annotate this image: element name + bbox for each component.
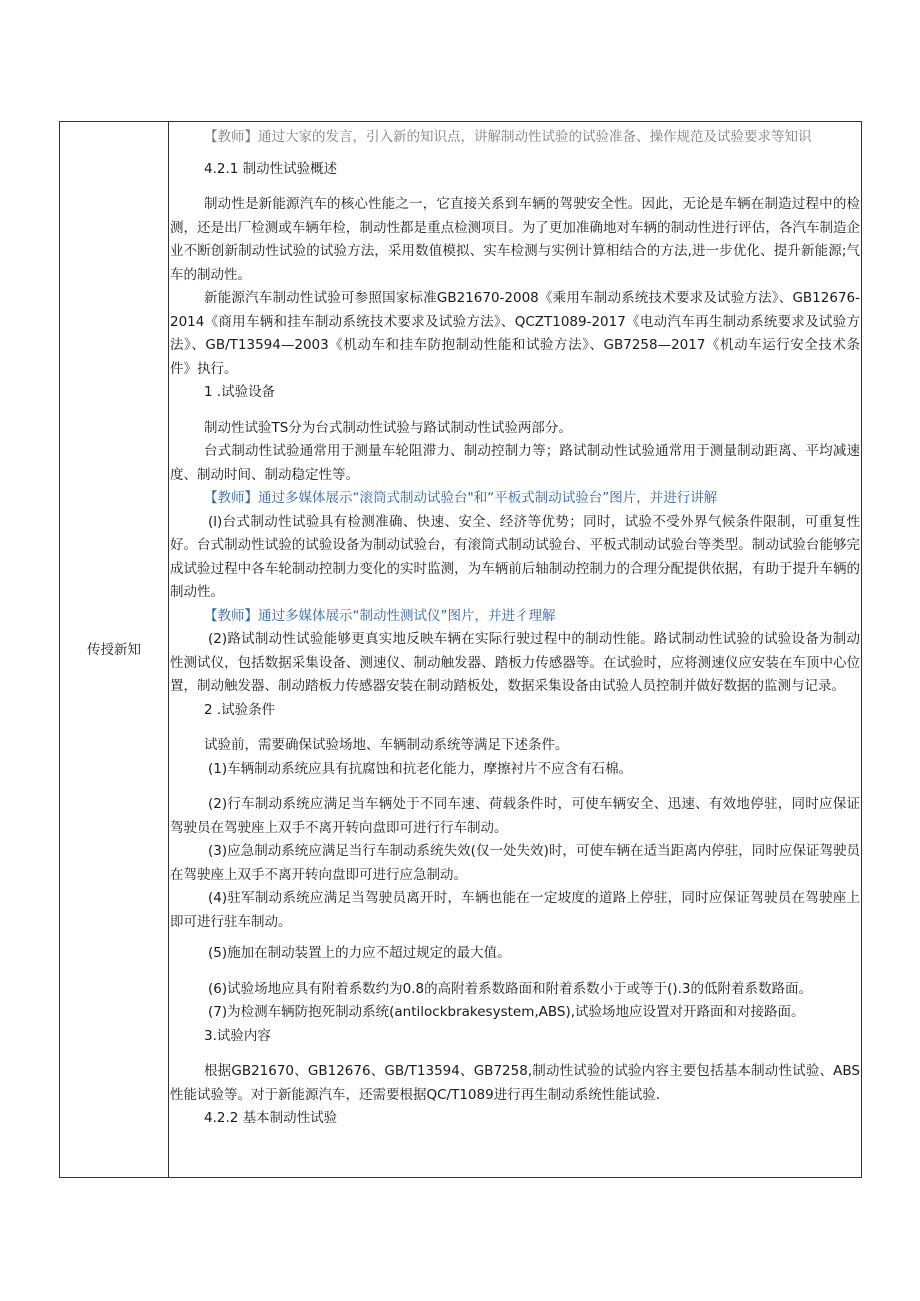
condition-item: (7)为检测车辆防抱死制动系统(antilockbrakesystem,ABS),试验场地应设置对开路面和对接路面。 (208, 1004, 805, 1020)
paragraph: 新能源汽车制动性试验可参照国家标准GB21670-2008《乘用车制动系统技术要求及试验方法》、GB12676-2014《商用车辆和挂车制动系统技术要求及试验方法》、QCZT1089-2017《电动汽车再生制动系统要求及试验方法》、GB/T13594—2003《机动车和挂车防抱制动性能和试验方法》、GB7258—2017《机动车运行安全技术条件》执行。 (170, 290, 860, 377)
section-heading: 3.试验内容 (204, 1027, 271, 1044)
paragraph: (l)台式制动性试验具有检测准确、快速、安全、经济等优势；同时，试验不受外界气候条件限制，可重复性好。台式制动性试验的试验设备为制动试验台，有滚筒式制动试验台、平板式制动试验台等类型。制动试验台能够完成试验过程中各车轮制动控制力变化的实时监测，为车辆前后轴制动控制力的合理分配提供依据，有助于提升车辆的制动性。 (170, 513, 860, 600)
condition-item: (2)行车制动系统应满足当车辆处于不同车速、荷载条件时，可使车辆安全、迅速、有效地停驻，同时应保证驾驶员在驾驶座上双手不离开转向盘即可进行行车制动。 (170, 796, 860, 836)
section-heading: 2 .试验条件 (204, 701, 276, 718)
paragraph: 制动性是新能源汽车的核心性能之一，它直接关系到车辆的驾驶安全性。因此，无论是车辆在制造过程中的检测，还是出厂检测或车辆年检，制动性都是重点检测项目。为了更加准确地对车辆的制动性进行评估，各汽车制造企业不断创新制动性试验的试验方法，采用数值模拟、实车检测与实例计算相结合的方法,进一步优化、提升新能源;气车的制动性。 (170, 196, 860, 283)
paragraph: 制动性试验TS分为台式制动性试验与路试制动性试验两部分。 (204, 419, 572, 436)
teacher-note: 【教师】通过大家的发言，引入新的知识点，讲解制动性试验的试验准备、操作规范及试验要求等知识 (204, 129, 812, 145)
condition-item: (6)试验场地应具有附着系数约为0.8的高附着系数路面和附着系数小于或等于().3的低附着系数路面。 (208, 980, 813, 997)
content-cell (170, 126, 860, 1131)
section-heading: 1 .试验设备 (204, 384, 276, 400)
condition-item: (4)驻军制动系统应满足当驾驶员离开时，车辆也能在一定坡度的道路上停驻，同时应保证驾驶员在驾驶座上即可进行驻车制动。 (170, 890, 860, 930)
paragraph: (2)路试制动性试验能够更真实地反映车辆在实际行驶过程中的制动性能。路试制动性试验的试验设备为制动性测试仪，包括数据采集设备、测速仪、制动触发器、踏板力传感器等。在试验时，应将测速仪应安装在车顶中心位置，制动触发器、制动踏板力传感器安装在制动踏板处，数据采集设备由试验人员控制并做好数据的监测与记录。 (170, 631, 860, 694)
lesson-table (59, 121, 862, 1178)
subsection-heading: 4.2.2 基本制动性试验 (204, 1110, 338, 1126)
condition-item: (1)车辆制动系统应具有抗腐蚀和抗老化能力，摩擦衬片不应含有石棉。 (208, 760, 633, 777)
teacher-note: 【教师】通过多媒体展示“制动性测试仪”图片，并进彳理解 (204, 607, 556, 624)
section-label: 传授新知 (87, 642, 141, 658)
subsection-heading: 4.2.1 制动性试验概述 (204, 160, 338, 177)
paragraph: 根据GB21670、GB12676、GB/T13594、GB7258,制动性试验的试验内容主要包括基本制动性试验、ABS性能试验等。对于新能源汽车，还需要根据QC/T1089进行再生制动系统性能试验. (170, 1063, 860, 1103)
teacher-note: 【教师】通过多媒体展示“滚筒式制动试验台"和“平板式制动试验台”图片，并进行讲解 (204, 490, 718, 506)
condition-item: (5)施加在制动装置上的力应不超过规定的最大值。 (208, 945, 511, 961)
condition-item: (3)应急制动系统应满足当行车制动系统失效(仅一处失效)时，可使车辆在适当距离内停驻，同时应保证驾驶员在驾驶座上双手不离开转向盘即可进行应急制动。 (170, 843, 860, 883)
paragraph: 台式制动性试验通常用于测量车轮阻滞力、制动控制力等；路试制动性试验通常用于测量制动距离、平均减速度、制动时间、制动稳定性等。 (170, 443, 860, 483)
paragraph: 试验前，需要确保试验场地、车辆制动系统等满足下述条件。 (204, 737, 569, 753)
column-divider (168, 122, 169, 1177)
